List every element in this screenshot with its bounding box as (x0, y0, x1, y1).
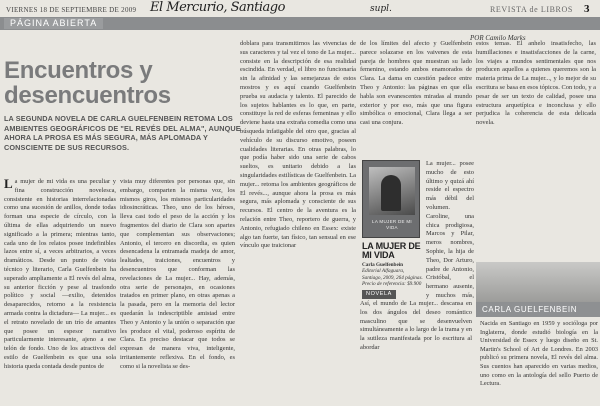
book-author: Carla Guelfenbein (362, 262, 404, 268)
drop-cap: L (4, 178, 13, 191)
byline: POR Camilo Marks (470, 34, 526, 42)
book-publication-info: Editorial Alfaguara, Santiago, 2009, 264 páginas. Precio de referencia: $9.900 (362, 268, 423, 288)
column-4-text: de los límites del afecto y Guelfenbein parece solazarse en los vaivenes de esta pareja de hombres que muestran su lado femenino, estando ambos enamorados de Clara. La dama en cuestión padece entre Theo y Antonio: las páginas en que ella habla son evanescentes miradas al mundo exterior y por eso, más que una figura simbólica o emocional, Clara llega a ser casi una conjura. (360, 40, 472, 127)
section-name: REVISTA de LIBROS (490, 5, 573, 14)
article-column-2 (120, 178, 235, 406)
article-column-4 (360, 40, 472, 160)
author-bio: Nacida en Santiago en 1959 y socióloga por Inglaterra, donde estudió biología en la Universidad de Essex y luego diseño en St. Martin's School of Art de Londres. En 2003 publicó su primera novela, El revés del alma. Sus cuentos han aparecido en varias medios, uno como en la antología del sello Puerto de Lectura. (480, 320, 598, 388)
book-cover-figure (381, 175, 401, 211)
article-column-3 (240, 40, 356, 406)
handwritten-note: supl. (370, 4, 392, 14)
column-4-bottom-text: Así, el mundo de La mujer... descansa en los dos ángulos del deseo romántico masculino que se desenvuelven simultáneamente a lo largo de la trama y en la sutileza manifestada por lo escritura al abordar (360, 300, 472, 351)
column-4-side-text: La mujer... posee mucho de esto último y quizá ahí reside el espectro más débil del volumen. Caroline, una chica prodigiosa, Marcos y Pilar, meros nombres, Sophie, la hija de Theo, Dor Arturo, padre de Antonio, Cristóbal, el hermano ausente, y muchos más, (426, 160, 474, 299)
handwritten-newspaper-name: El Mercurio, Santiago (150, 0, 285, 15)
section-label: PÁGINA ABIERTA (4, 18, 103, 29)
article-column-5 (476, 40, 596, 262)
section-bar (0, 17, 600, 30)
book-info-box (360, 160, 424, 298)
column-1-text: a mujer de mi vida es una peculiar y fina construcción novelesca, consistente en historias interrelacionadas como una sucesión de anillos, donde todas forman una especie de círculo, con la última de ellas adquiriendo un nuevo significado a la primera; mientras tanto, cada uno de los relatos posee indefinibles lazos entre sí, a veces arbitrarios, a veces dramáticos. Desde un punto de vista técnico y literario, Carla Guelfenbein ha superado ampliamente a El revés del alma, su anterior ficción y pese al trasfondo político y social —exilio, detenidos desaparecidos, retorno a la resistencia armada contra la dictadura— La mujer... es el retrato novelado de un trío de amantes que posee un espesor narrativo particularmente interesante, ajeno a ese telón de fondo. Uno de los atractivos del estilo de Guelfenbein es que una sola historia queda contada desde puntos de (4, 178, 116, 370)
article-column-4-side (426, 160, 474, 300)
book-cover-image (362, 160, 420, 238)
page-number: 3 (584, 3, 590, 15)
author-photo (476, 262, 600, 302)
author-photo-caption: CARLA GUELFENBEIN (476, 302, 600, 317)
genre-tag: NOVELA (362, 290, 396, 299)
column-5-text: estos temas. El anhelo insatisfecho, las humillaciones e insatisfacciones de la carne, los viajes a mundos sentimentales que nos producen aquellos a quienes queremos son la materia prima de La mujer..., y lo mejor de su escritura se basa en esos tópicos. Con todo, y a pesar de ser un texto de calidad, posee una estructura arquetípica e inconclusa y ello perjudica la coherencia de esta delicada novela. (476, 40, 596, 127)
issue-date: VIERNES 18 DE SEPTIEMBRE DE 2009 (6, 6, 137, 14)
book-cover-title: LA MUJER DE MI VIDA (372, 219, 412, 230)
book-meta (362, 262, 424, 288)
author-box (476, 262, 600, 406)
article-column-4-bottom (360, 300, 472, 406)
article-deck: LA SEGUNDA NOVELA DE CARLA GUELFENBEIN RETOMA LOS AMBIENTES GEOGRÁFICOS DE "EL REVÉS DEL ALMA", AUNQUE AHORA LA PROSA ES MÁS SEGURA, MÁS APLOMADA Y CONSCIENTE DE SUS RECURSOS. (4, 114, 241, 152)
article-headline: Encuentros y desencuentros (4, 57, 171, 109)
book-title: LA MUJER DE MI VIDA (362, 241, 421, 260)
masthead (0, 0, 600, 16)
column-2-text: vista muy diferentes por personas que, sin embargo, comparten la misma voz, los mismos giros, los mismos particularidades idiosincráticas. Theo, uno de los héroes, lleva casi todo el peso de la acción y los fragmentos del diario de Clara son apartes que complementan sus observaciones; Antonio, el tercero en discordia, es quien desencadena la entramada madeja de amor, lealtades, traiciones, encuentros y desencuentros que conforman las revelaciones de La mujer... Hay, además, otra serie de personajes, en ocasiones tratados en primer plano, en otras apenas a la pasada, pero en la memoria del lector quedarán la indescriptible amistad entre Theo y Antonio y la unión o separación que les produce el vital, poderoso espíritu de Clara. Es preciso destacar que todos se expresan de manera viva, inteligente, irritantemente reflexiva. En el fondo, es como si la novelista se des- (120, 178, 235, 370)
column-3-text: doblara para transmitirnos las vivencias de sus caracteres y tal vez el tono de La mujer... consiste en la descripción de esa realidad escindida. En verdad, el libro no funcionaría sin la afinidad y las semejanzas de estos mostros y es aquí cuando Guelfenbein prueba su audacia y talento. El parecido de los sujetos hablantes es lo que, en parte, constituye la red de esferas femeninas y ello deviene hasta una extraña comedia como una búsqueda infatigable del otro que, gracias al vehículo de su discurso emotivo, poseen cualidades literarias. En otras palabras, lo que podía haber sido una serie de cabos sueltos, es unitario debido a las singularidades estilísticas de Guelfenbein. La mujer... retoma los ambientes geográficos de El revés..., aunque ahora la prosa es más segura, más aplomada y consciente de sus recursos. El centro de la aventura es la relación entre Theo, reportero de guerra, y Antonio, refugiado chileno en Essex: existe algo tan fuerte, tan físico, tan sensual en ese vínculo que traicionar (240, 40, 356, 250)
article-column-1 (4, 178, 116, 406)
